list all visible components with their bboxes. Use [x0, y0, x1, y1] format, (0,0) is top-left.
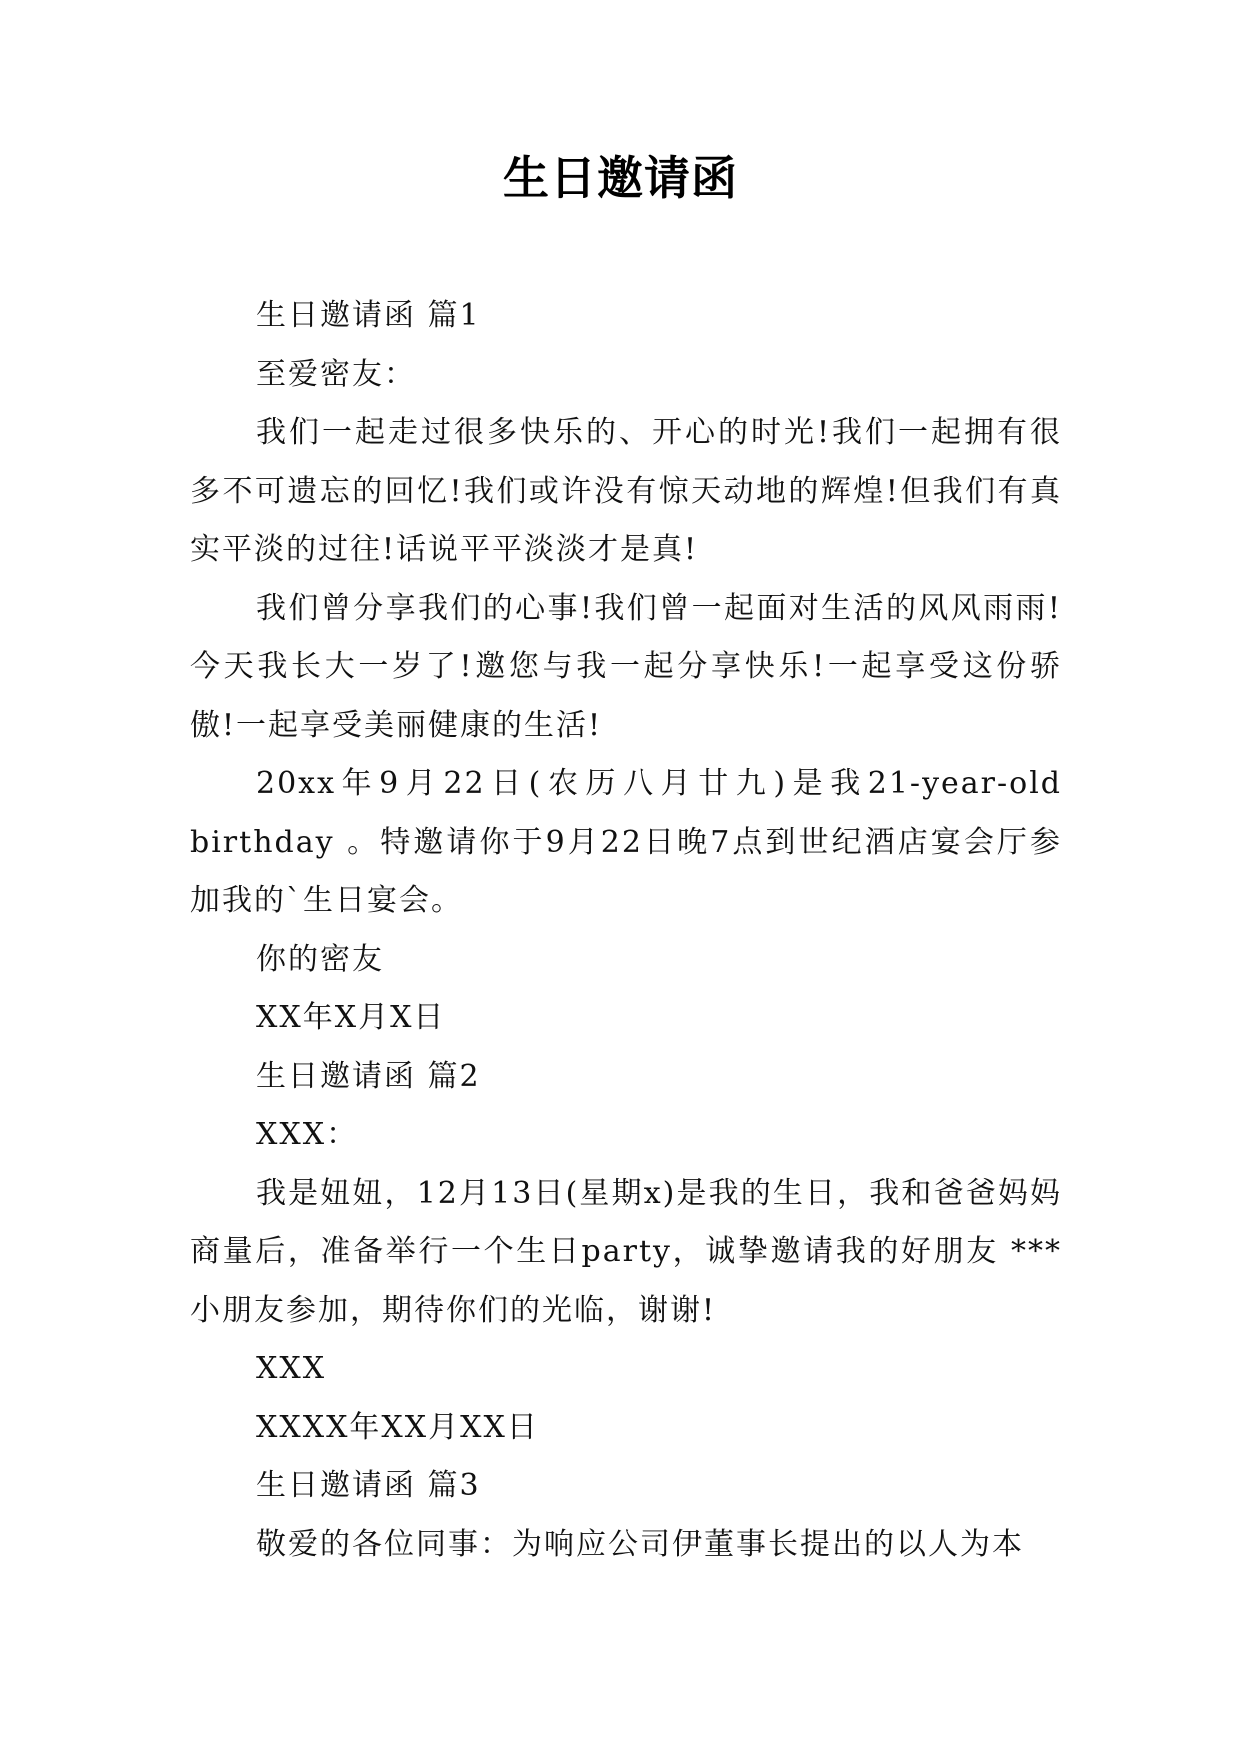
section-heading-2: 生日邀请函 篇2: [256, 1058, 481, 1094]
document-body: [190, 287, 1062, 1574]
date-line: XX年X月X日: [256, 1000, 446, 1035]
section-heading-1: 生日邀请函 篇1: [256, 298, 481, 333]
document-title: 生日邀请函: [503, 151, 738, 205]
paragraph: 20xx年9月22日(农历八月廿九)是我21-year-old birthday 。特邀请你于9月22日晚7点到世纪酒店宴会厅参加我的`生日宴会。: [190, 766, 1062, 918]
paragraph: 我是妞妞，12月13日(星期x)是我的生日，我和爸爸妈妈商量后，准备举行一个生日party，诚挚邀请我的好朋友 *** 小朋友参加，期待你们的光临，谢谢!: [190, 1175, 1062, 1328]
signature: XXX: [256, 1351, 327, 1386]
date-line: XXXX年XX月XX日: [256, 1409, 539, 1445]
section-heading-3: 生日邀请函 篇3: [256, 1468, 481, 1503]
salutation: 至爱密友：: [256, 356, 416, 392]
signature: 你的密友: [256, 941, 384, 977]
paragraph: 我们一起走过很多快乐的、开心的时光!我们一起拥有很多不可遗忘的回忆!我们或许没有惊天动地的辉煌!但我们有真实平淡的过往!话说平平淡淡才是真!: [190, 415, 1062, 567]
salutation: XXX：: [256, 1117, 359, 1152]
paragraph: 我们曾分享我们的心事!我们曾一起面对生活的风风雨雨!今天我长大一岁了!邀您与我一起分享快乐!一起享受这份骄傲!一起享受美丽健康的生活!: [190, 590, 1062, 743]
paragraph: 敬爱的各位同事：为响应公司伊董事长提出的以人为本: [256, 1526, 1024, 1562]
